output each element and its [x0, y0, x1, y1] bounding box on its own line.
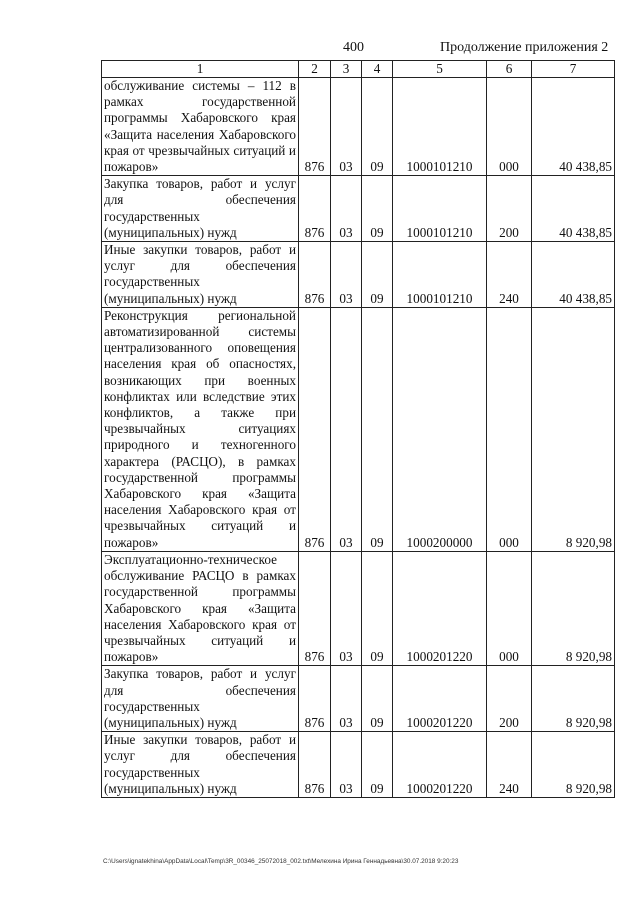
section-code: 03 — [331, 242, 362, 308]
budget-table — [101, 60, 615, 798]
table-row — [102, 551, 615, 665]
row-name: обслуживание системы – 112 в рамках государственной программы Хабаровского края «Защита населения Хабаровского края от чрезвычайных ситуаций и пожаров» — [102, 78, 299, 176]
subsection-code: 09 — [362, 307, 393, 551]
grbs-code: 876 — [299, 242, 331, 308]
footer-file-path: C:\Users\ignatekhina\AppData\Local\Temp\3R_00346_25072018_002.txt\Мелехина Ирина Геннадьевна\30.07.2018 9:20:23 — [103, 858, 459, 865]
expense-type-code: 000 — [487, 551, 532, 665]
table-row — [102, 307, 615, 551]
column-number-row — [102, 61, 615, 78]
subsection-code: 09 — [362, 78, 393, 176]
expense-type-code: 240 — [487, 242, 532, 308]
row-name: Закупка товаров, работ и услуг для обеспечения государственных (муниципальных) нужд — [102, 666, 299, 732]
amount: 8 920,98 — [532, 551, 615, 665]
target-article-code: 1000101210 — [393, 242, 487, 308]
target-article-code: 1000201220 — [393, 732, 487, 798]
target-article-code: 1000101210 — [393, 176, 487, 242]
subsection-code: 09 — [362, 176, 393, 242]
section-code: 03 — [331, 732, 362, 798]
table-row — [102, 176, 615, 242]
column-header: 7 — [532, 61, 615, 78]
page-number: 400 — [343, 40, 364, 55]
subsection-code: 09 — [362, 551, 393, 665]
section-code: 03 — [331, 176, 362, 242]
subsection-code: 09 — [362, 242, 393, 308]
amount: 40 438,85 — [532, 78, 615, 176]
target-article-code: 1000101210 — [393, 78, 487, 176]
row-name: Иные закупки товаров, работ и услуг для обеспечения государственных (муниципальных) нужд — [102, 242, 299, 308]
section-code: 03 — [331, 78, 362, 176]
section-code: 03 — [331, 307, 362, 551]
expense-type-code: 200 — [487, 666, 532, 732]
grbs-code: 876 — [299, 551, 331, 665]
grbs-code: 876 — [299, 176, 331, 242]
grbs-code: 876 — [299, 78, 331, 176]
subsection-code: 09 — [362, 732, 393, 798]
subsection-code: 09 — [362, 666, 393, 732]
table-row — [102, 666, 615, 732]
grbs-code: 876 — [299, 307, 331, 551]
column-header: 4 — [362, 61, 393, 78]
expense-type-code: 240 — [487, 732, 532, 798]
row-name: Иные закупки товаров, работ и услуг для обеспечения государственных (муниципальных) нужд — [102, 732, 299, 798]
column-header: 6 — [487, 61, 532, 78]
amount: 40 438,85 — [532, 242, 615, 308]
grbs-code: 876 — [299, 666, 331, 732]
target-article-code: 1000200000 — [393, 307, 487, 551]
grbs-code: 876 — [299, 732, 331, 798]
table-row — [102, 732, 615, 798]
amount: 8 920,98 — [532, 732, 615, 798]
column-header: 2 — [299, 61, 331, 78]
target-article-code: 1000201220 — [393, 551, 487, 665]
row-name: Эксплуатационно-техническое обслуживание РАСЦО в рамках государственной программы Хабаровского края «Защита населения Хабаровского края от чрезвычайных ситуаций и пожаров» — [102, 551, 299, 665]
target-article-code: 1000201220 — [393, 666, 487, 732]
section-code: 03 — [331, 551, 362, 665]
table-row — [102, 242, 615, 308]
row-name: Закупка товаров, работ и услуг для обеспечения государственных (муниципальных) нужд — [102, 176, 299, 242]
amount: 8 920,98 — [532, 307, 615, 551]
section-code: 03 — [331, 666, 362, 732]
expense-type-code: 000 — [487, 307, 532, 551]
amount: 8 920,98 — [532, 666, 615, 732]
table-row — [102, 78, 615, 176]
amount: 40 438,85 — [532, 176, 615, 242]
column-header: 1 — [102, 61, 299, 78]
expense-type-code: 000 — [487, 78, 532, 176]
column-header: 5 — [393, 61, 487, 78]
column-header: 3 — [331, 61, 362, 78]
expense-type-code: 200 — [487, 176, 532, 242]
continuation-title: Продолжение приложения 2 — [440, 40, 609, 55]
row-name: Реконструкция региональной автоматизированной системы централизованного оповещения населения края об опасностях, возникающих при военных конфликтах или вследствие этих конфликтов, а также при чрезвычайных ситуациях природного и техногенного характера (РАСЦО), в рамках государственной программы Хабаровского края «Защита населения Хабаровского края от чрезвычайных ситуаций и пожаров» — [102, 307, 299, 551]
